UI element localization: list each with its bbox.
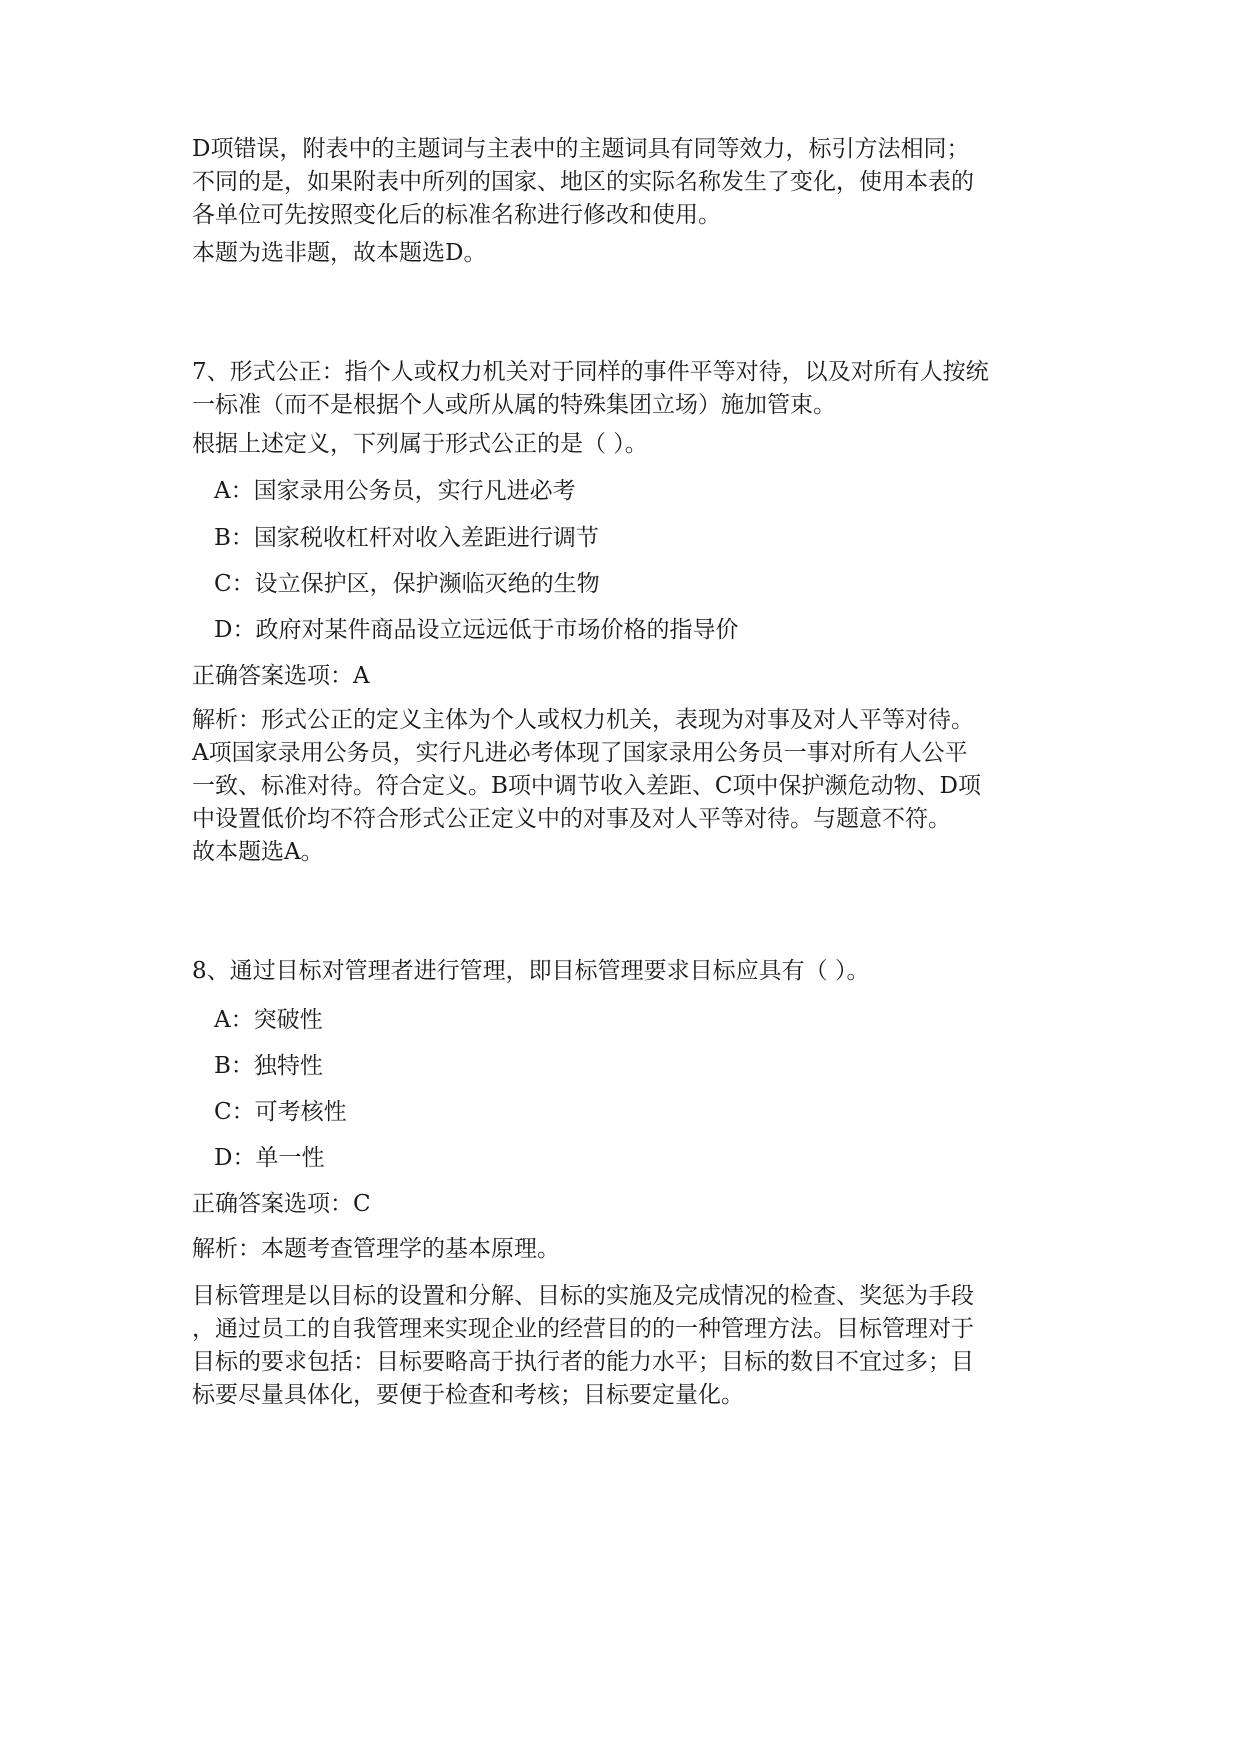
q7-option-d: D：政府对某件商品设立远远低于市场价格的指导价 (214, 617, 739, 643)
q8-option-c: C：可考核性 (214, 1099, 347, 1125)
prev-conclusion: 本题为选非题，故本题选D。 (192, 240, 487, 266)
q7-option-a: A：国家录用公务员，实行凡进必考 (214, 478, 576, 504)
prev-d-explanation: D项错误，附表中的主题词与主表中的主题词具有同等效力，标引方法相同； 不同的是，如果附表中所列的国家、地区的实际名称发生了变化，使用本表的 各单位可先按照变化后的标准名称进行修改和使用。 (192, 136, 974, 228)
q7-option-c: C：设立保护区，保护濒临灭绝的生物 (214, 571, 600, 597)
q8-stem: 8、通过目标对管理者进行管理，即目标管理要求目标应具有（ ）。 (192, 958, 870, 984)
q8-analysis: 解析：本题考查管理学的基本原理。 (192, 1236, 560, 1262)
q8-option-b: B：独特性 (214, 1053, 323, 1079)
q7-conclusion: 故本题选A。 (192, 839, 324, 865)
q7-answer: 正确答案选项：A (192, 663, 370, 689)
q7-option-b: B：国家税收杠杆对收入差距进行调节 (214, 525, 599, 551)
q8-option-a: A：突破性 (214, 1007, 323, 1033)
q7-prompt: 根据上述定义，下列属于形式公正的是（ ）。 (192, 431, 648, 457)
q7-stem: 7、形式公正：指个人或权力机关对于同样的事件平等对待，以及对所有人按统 一标准（而不是根据个人或所从属的特殊集团立场）施加管束。 (192, 359, 989, 418)
q8-detail: 目标管理是以目标的设置和分解、目标的实施及完成情况的检查、奖惩为手段 ，通过员工的自我管理来实现企业的经营目的的一种管理方法。目标管理对于 目标的要求包括：目标要略高于执行者的能力水平；目标的数目不宜过多；目 标要尽量具体化，要便于检查和考核；目标要定量化。 (192, 1283, 974, 1408)
q7-analysis: 解析：形式公正的定义主体为个人或权力机关，表现为对事及对人平等对待。 A项国家录用公务员，实行凡进必考体现了国家录用公务员一事对所有人公平 一致、标准对待。符合定义。B项中调节收入差距、C项中保护濒危动物、D项 中设置低价均不符合形式公正定义中的对事及对人平等对待。与题意不符。 (192, 707, 981, 832)
q8-option-d: D：单一性 (214, 1145, 325, 1171)
q8-answer: 正确答案选项：C (192, 1191, 371, 1217)
